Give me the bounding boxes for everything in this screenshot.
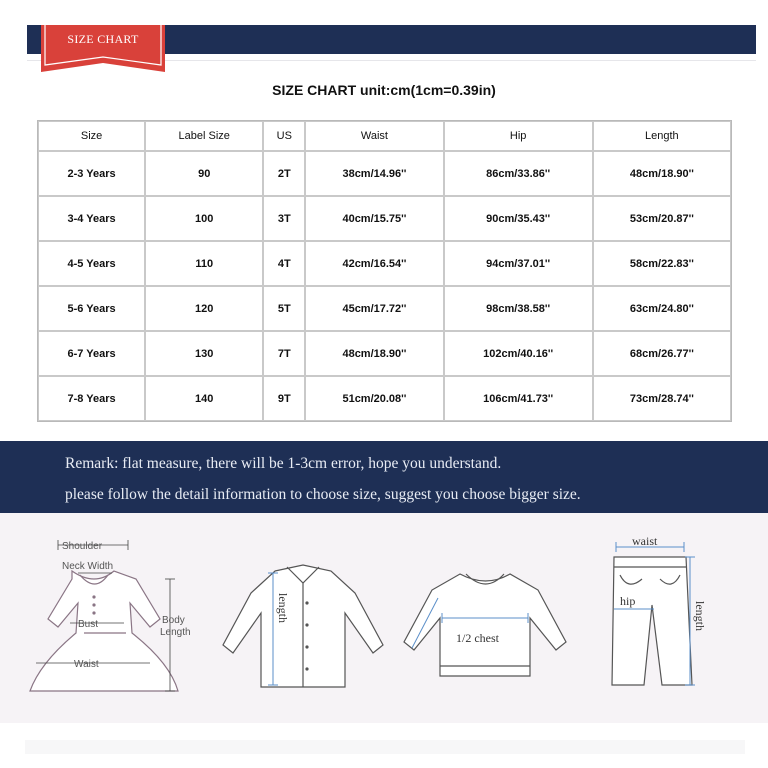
dress-body-length-label-1: Body [162,615,185,626]
dress-body-length-label-2: Length [160,627,191,638]
cell-us: 2T [263,151,305,196]
cell-us: 4T [263,241,305,286]
cell-us: 9T [263,376,305,421]
size-chart-badge [41,25,165,72]
pants-length-label: length [693,601,707,631]
table-row [38,376,731,421]
header-us: US [263,121,305,151]
size-table [37,120,732,422]
sweater-diagram [398,558,573,703]
cell-size: 5-6 Years [38,286,145,331]
cell-us: 3T [263,196,305,241]
cell-waist: 38cm/14.96'' [305,151,443,196]
shirt-diagram [215,553,390,703]
cell-waist: 40cm/15.75'' [305,196,443,241]
page-title: SIZE CHART unit:cm(1cm=0.39in) [272,82,496,98]
cell-label-size: 130 [145,331,263,376]
cell-hip: 94cm/37.01'' [444,241,593,286]
cell-hip: 102cm/40.16'' [444,331,593,376]
dress-bust-label: Bust [78,619,99,630]
dress-neck-width-label: Neck Width [62,561,114,572]
cell-waist: 45cm/17.72'' [305,286,443,331]
cell-size: 3-4 Years [38,196,145,241]
cell-size: 4-5 Years [38,241,145,286]
header-length: Length [593,121,731,151]
pants-waist-label: waist [632,535,658,548]
header-size: Size [38,121,145,151]
header-hip: Hip [444,121,593,151]
pants-hip-label: hip [620,594,636,608]
header-label-size: Label Size [145,121,263,151]
table-row [38,196,731,241]
cell-hip: 90cm/35.43'' [444,196,593,241]
cell-hip: 98cm/38.58'' [444,286,593,331]
cell-label-size: 100 [145,196,263,241]
cell-label-size: 90 [145,151,263,196]
cell-length: 63cm/24.80'' [593,286,731,331]
cell-label-size: 140 [145,376,263,421]
badge-label: SIZE CHART [67,32,139,46]
table-row [38,286,731,331]
header-waist: Waist [305,121,443,151]
cell-size: 7-8 Years [38,376,145,421]
cell-hip: 86cm/33.86'' [444,151,593,196]
bottom-strip [25,740,745,754]
dress-diagram [10,523,200,703]
cell-length: 68cm/26.77'' [593,331,731,376]
table-row [38,241,731,286]
cell-length: 73cm/28.74'' [593,376,731,421]
cell-waist: 48cm/18.90'' [305,331,443,376]
shirt-length-label: length [276,593,290,623]
dress-shoulder-label: Shoulder [62,541,103,552]
pants-diagram [598,535,728,705]
cell-length: 48cm/18.90'' [593,151,731,196]
table-row [38,151,731,196]
table-header-row [38,121,731,151]
table-row [38,331,731,376]
dress-waist-label: Waist [74,659,99,670]
cell-us: 7T [263,331,305,376]
cell-label-size: 120 [145,286,263,331]
sweater-chest-label: 1/2 chest [456,631,499,645]
measurement-diagrams [0,513,768,723]
cell-label-size: 110 [145,241,263,286]
cell-waist: 42cm/16.54'' [305,241,443,286]
cell-size: 6-7 Years [38,331,145,376]
remark-line-2: please follow the detail information to choose size, suggest you choose bigger size. [65,486,581,503]
cell-us: 5T [263,286,305,331]
cell-size: 2-3 Years [38,151,145,196]
cell-hip: 106cm/41.73'' [444,376,593,421]
cell-waist: 51cm/20.08'' [305,376,443,421]
cell-length: 58cm/22.83'' [593,241,731,286]
remark-band [0,441,768,513]
remark-line-1: Remark: flat measure, there will be 1-3cm error, hope you understand. [65,455,502,472]
cell-length: 53cm/20.87'' [593,196,731,241]
